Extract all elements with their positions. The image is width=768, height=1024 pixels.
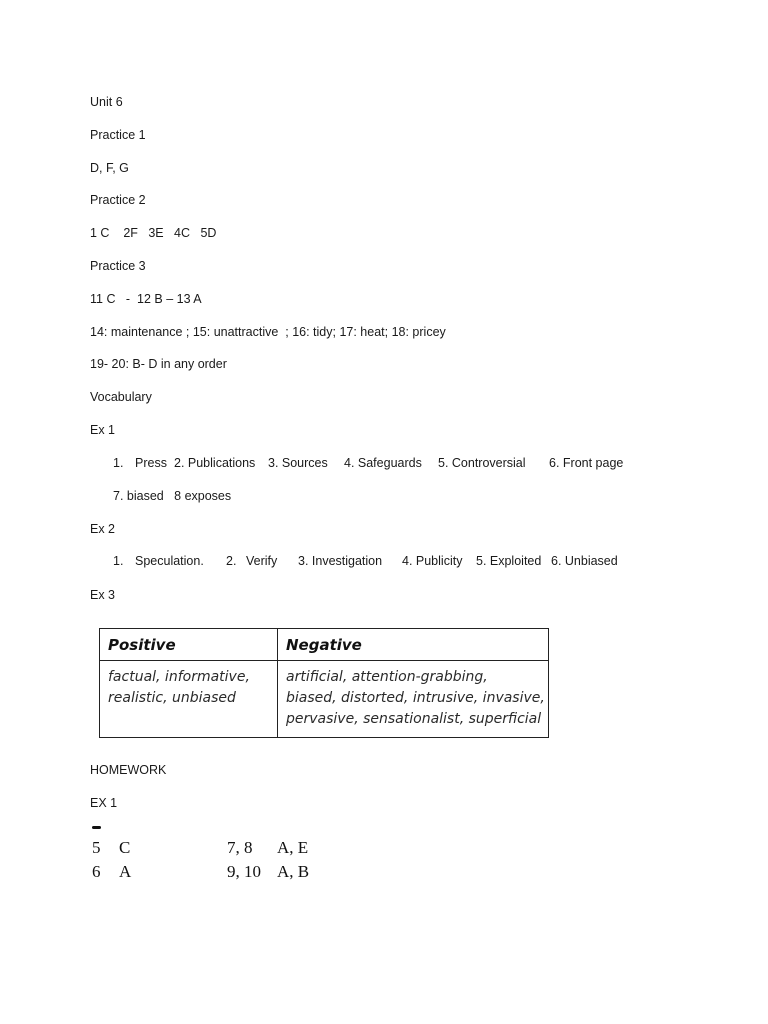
list-item: Press bbox=[135, 456, 167, 470]
answer-number: 5 bbox=[92, 838, 101, 857]
answer-letter: A, E bbox=[277, 838, 309, 857]
list-item: Verify bbox=[246, 554, 278, 568]
adjectives-table bbox=[99, 628, 549, 738]
list-item: 6. Unbiased bbox=[551, 554, 618, 568]
negative-header: Negative bbox=[286, 636, 362, 654]
negative-cell bbox=[286, 667, 545, 730]
ex1-answer-row2: 7. biased 8 exposes bbox=[113, 489, 232, 503]
answer-letter: A bbox=[119, 862, 132, 881]
vocabulary-heading: Vocabulary bbox=[90, 390, 152, 404]
table-header-divider bbox=[100, 660, 548, 661]
ex3-heading: Ex 3 bbox=[90, 588, 116, 602]
answer-number: 6 bbox=[92, 862, 101, 881]
positive-line: factual, informative, bbox=[108, 669, 250, 685]
answer-letter: A, B bbox=[277, 862, 310, 881]
answer-number: 9, 10 bbox=[227, 862, 261, 881]
list-item: 3. Sources bbox=[268, 456, 328, 470]
list-item: Speculation. bbox=[135, 554, 204, 568]
practice3-line3: 19- 20: B- D in any order bbox=[90, 357, 227, 371]
answer-letter: C bbox=[119, 838, 131, 857]
ex2-heading: Ex 2 bbox=[90, 522, 116, 536]
negative-line: biased, distorted, intrusive, invasive, bbox=[286, 690, 545, 706]
unit-title: Unit 6 bbox=[90, 95, 123, 109]
negative-line: artificial, attention-grabbing, bbox=[286, 669, 488, 685]
scan-mark bbox=[92, 826, 101, 829]
list-item: 6. Front page bbox=[549, 456, 624, 470]
list-item: 3. Investigation bbox=[298, 554, 383, 568]
practice1-heading: Practice 1 bbox=[90, 128, 146, 142]
ex1-heading: Ex 1 bbox=[90, 423, 116, 437]
list-item: 5. Controversial bbox=[438, 456, 526, 470]
practice3-heading: Practice 3 bbox=[90, 259, 146, 273]
positive-header: Positive bbox=[108, 636, 176, 654]
practice3-line2: 14: maintenance ; 15: unattractive ; 16: tidy; 17: heat; 18: pricey bbox=[90, 325, 446, 339]
list-number: 1. bbox=[113, 554, 124, 568]
practice2-heading: Practice 2 bbox=[90, 193, 146, 207]
positive-cell bbox=[108, 667, 250, 709]
list-number: 1. bbox=[113, 456, 124, 470]
list-item: 4. Safeguards bbox=[344, 456, 422, 470]
negative-line: pervasive, sensationalist, superficial bbox=[286, 711, 542, 727]
list-item: 2. Publications bbox=[174, 456, 256, 470]
homework-ex1-heading: EX 1 bbox=[90, 796, 118, 810]
positive-line: realistic, unbiased bbox=[108, 690, 236, 706]
list-item: 5. Exploited bbox=[476, 554, 542, 568]
list-number: 2. bbox=[226, 554, 237, 568]
table-column-divider bbox=[277, 629, 278, 737]
practice2-answer: 1 C 2F 3E 4C 5D bbox=[90, 226, 217, 240]
list-item: 4. Publicity bbox=[402, 554, 463, 568]
homework-heading: HOMEWORK bbox=[90, 763, 167, 777]
practice1-answer: D, F, G bbox=[90, 161, 129, 175]
practice3-line1: 11 C - 12 B – 13 A bbox=[90, 292, 202, 306]
answer-number: 7, 8 bbox=[227, 838, 253, 857]
